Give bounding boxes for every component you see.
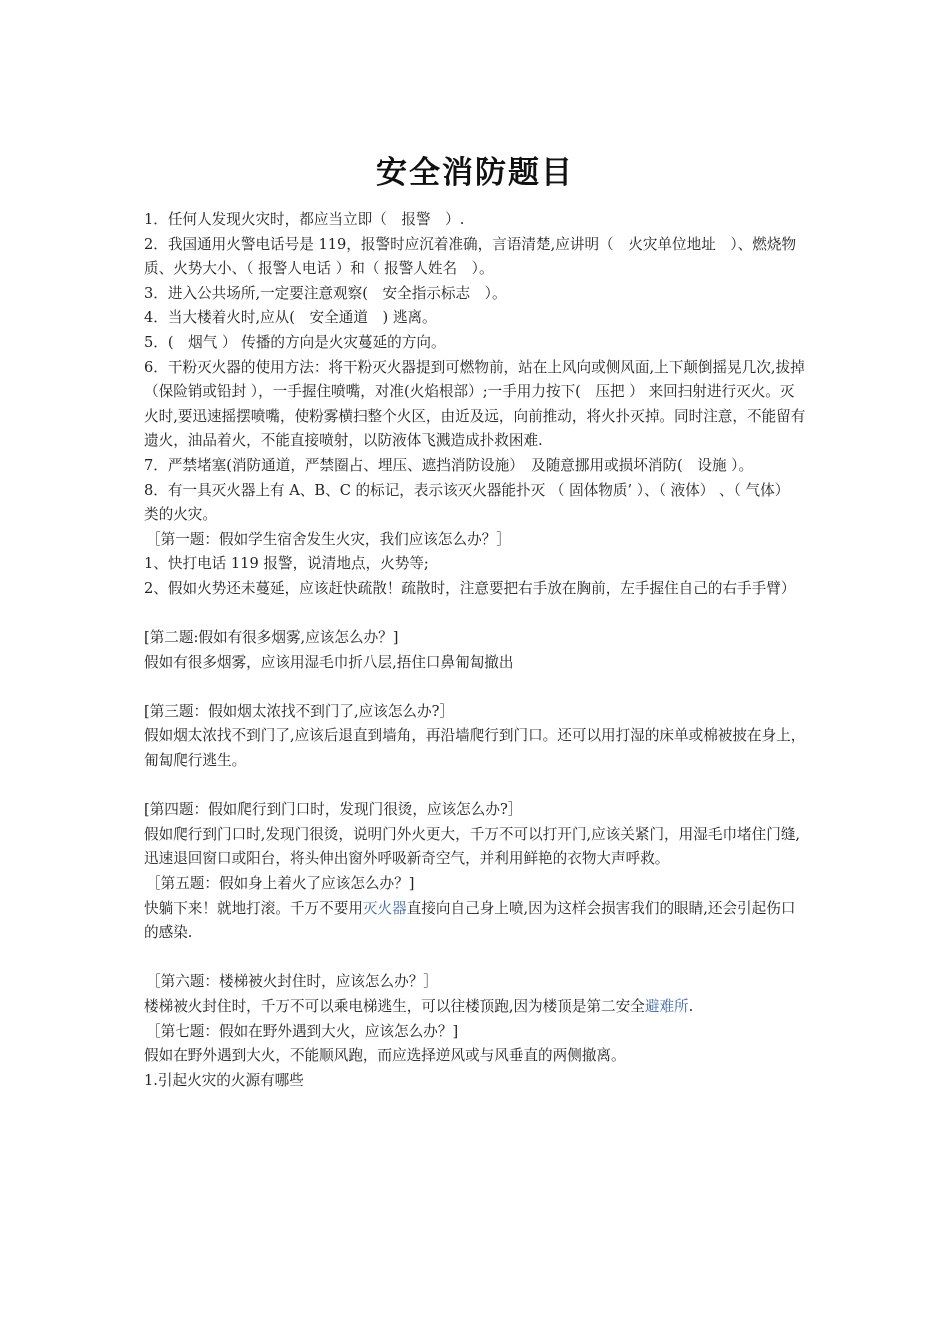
spacer [144, 602, 807, 627]
question-5: 5．( 烟气 ） 传播的方向是火灾蔓延的方向。 [144, 333, 446, 351]
question-4: 4．当大楼着火时,应从( 安全通道 ) 逃离。 [144, 309, 437, 327]
question-6: 6．干粉灭火器的使用方法：将干粉灭火器提到可燃物前，站在上风向或侧风面,上下颠倒摇晃几次,拔掉（保险销或铅封 ），一手握住喷嘴，对准(火焰根部）;一手用力按下( 压把 ） 来回扫射进行灭火。灭火时,要迅速摇摆喷嘴，使粉雾横扫整个火区，由近及远，向前推动，将火扑灭掉。同时注意，不能留有遗火，油品着火，不能直接喷射，以防液体飞溅造成扑救困难. [144, 358, 806, 450]
answer-text: . [688, 998, 694, 1015]
question-2: 2．我国通用火警电话号是 119，报警时应沉着准确，言语清楚,应讲明（ 火灾单位地址 ）、燃烧物质、火势大小、（ 报警人电话 ）和（ 报警人姓名 ）。 [144, 235, 797, 278]
scenario-2-question: [第二题:假如有很多烟雾,应该怎么办？] [144, 629, 399, 647]
question-7: 7．严禁堵塞(消防通道，严禁圈占、埋压、遮挡消防设施） 及随意挪用或损坏消防( 设施 ）。 [144, 456, 754, 474]
spacer [144, 675, 807, 700]
fire-extinguisher-link[interactable]: 灭火器 [362, 899, 407, 917]
scenario-7-question: ［第七题：假如在野外遇到大火，应该怎么办？] [146, 1022, 459, 1040]
scenario-6-question: ［第六题：楼梯被火封住时，应该怎么办？］ [146, 973, 438, 991]
answer-text: 楼梯被火封住时，千万不可以乘电梯逃生，可以往楼顶跑,因为楼顶是第二安全 [144, 998, 645, 1015]
question-1: 1．任何人发现火灾时，都应当立即（ 报警 ）. [144, 211, 465, 228]
answer-text: 快躺下来！就地打滚。千万不要用 [144, 899, 363, 917]
scenario-1-answer-2: 2、假如火势还未蔓延，应该赶快疏散！疏散时，注意要把右手放在胸前，左手握住自己的右手手臂） [144, 579, 796, 597]
scenario-5-question: ［第五题：假如身上着火了应该怎么办？] [146, 875, 415, 893]
spacer [144, 946, 807, 971]
scenario-4-question: [第四题：假如爬行到门口时，发现门很烫，应该怎么办?］ [144, 801, 523, 819]
scenario-1-answer-1: 1、快打电话 119 报警，说清地点，火势等; [144, 555, 429, 573]
scenario-3-question: [第三题：假如烟太浓找不到门了,应该怎么办?］ [144, 702, 455, 720]
spacer [144, 774, 807, 799]
fire-sources-heading: 1.引起火灾的火源有哪些 [144, 1071, 304, 1089]
scenario-5-answer [144, 897, 807, 946]
scenario-1-question: ［第一题：假如学生宿舍发生火灾，我们应该怎么办？］ [146, 530, 511, 548]
question-8: 8．有一具灭火器上有 A、B、C 的标记，表示该灭火器能扑灭 （ 固体物质’ ）、（ 液体） 、（ 气体） 类的火灾。 [144, 481, 790, 524]
answer-text: 直接向自己身上喷,因为这样会损害我们的眼睛,还会引起伤口的感染. [144, 899, 796, 942]
scenario-3-answer: 假如烟太浓找不到门了,应该后退直到墙角，再沿墙爬行到门口。还可以用打湿的床单或棉被披在身上，匍匐爬行逃生。 [144, 727, 806, 770]
shelter-link[interactable]: 避难所 [644, 998, 689, 1015]
scenario-2-answer: 假如有很多烟雾，应该用湿毛巾折八层,捂住口鼻匍匐撤出 [144, 653, 514, 671]
scenario-7-answer: 假如在野外遇到大火，不能顺风跑，而应选择逆风或与风垂直的两侧撤离。 [144, 1047, 626, 1065]
page-title: 安全消防题目 [376, 155, 574, 191]
question-3: 3．进入公共场所,一定要注意观察( 安全指示标志 ）。 [144, 284, 507, 302]
scenario-6-answer [144, 995, 807, 1020]
scenario-4-answer: 假如爬行到门口时,发现门很烫，说明门外火更大，千万不可以打开门,应该关紧门，用湿毛巾堵住门缝,迅速退回窗口或阳台，将头伸出窗外呼吸新奇空气，并利用鲜艳的衣物大声呼救。 [144, 825, 801, 868]
document-body [144, 208, 807, 1093]
